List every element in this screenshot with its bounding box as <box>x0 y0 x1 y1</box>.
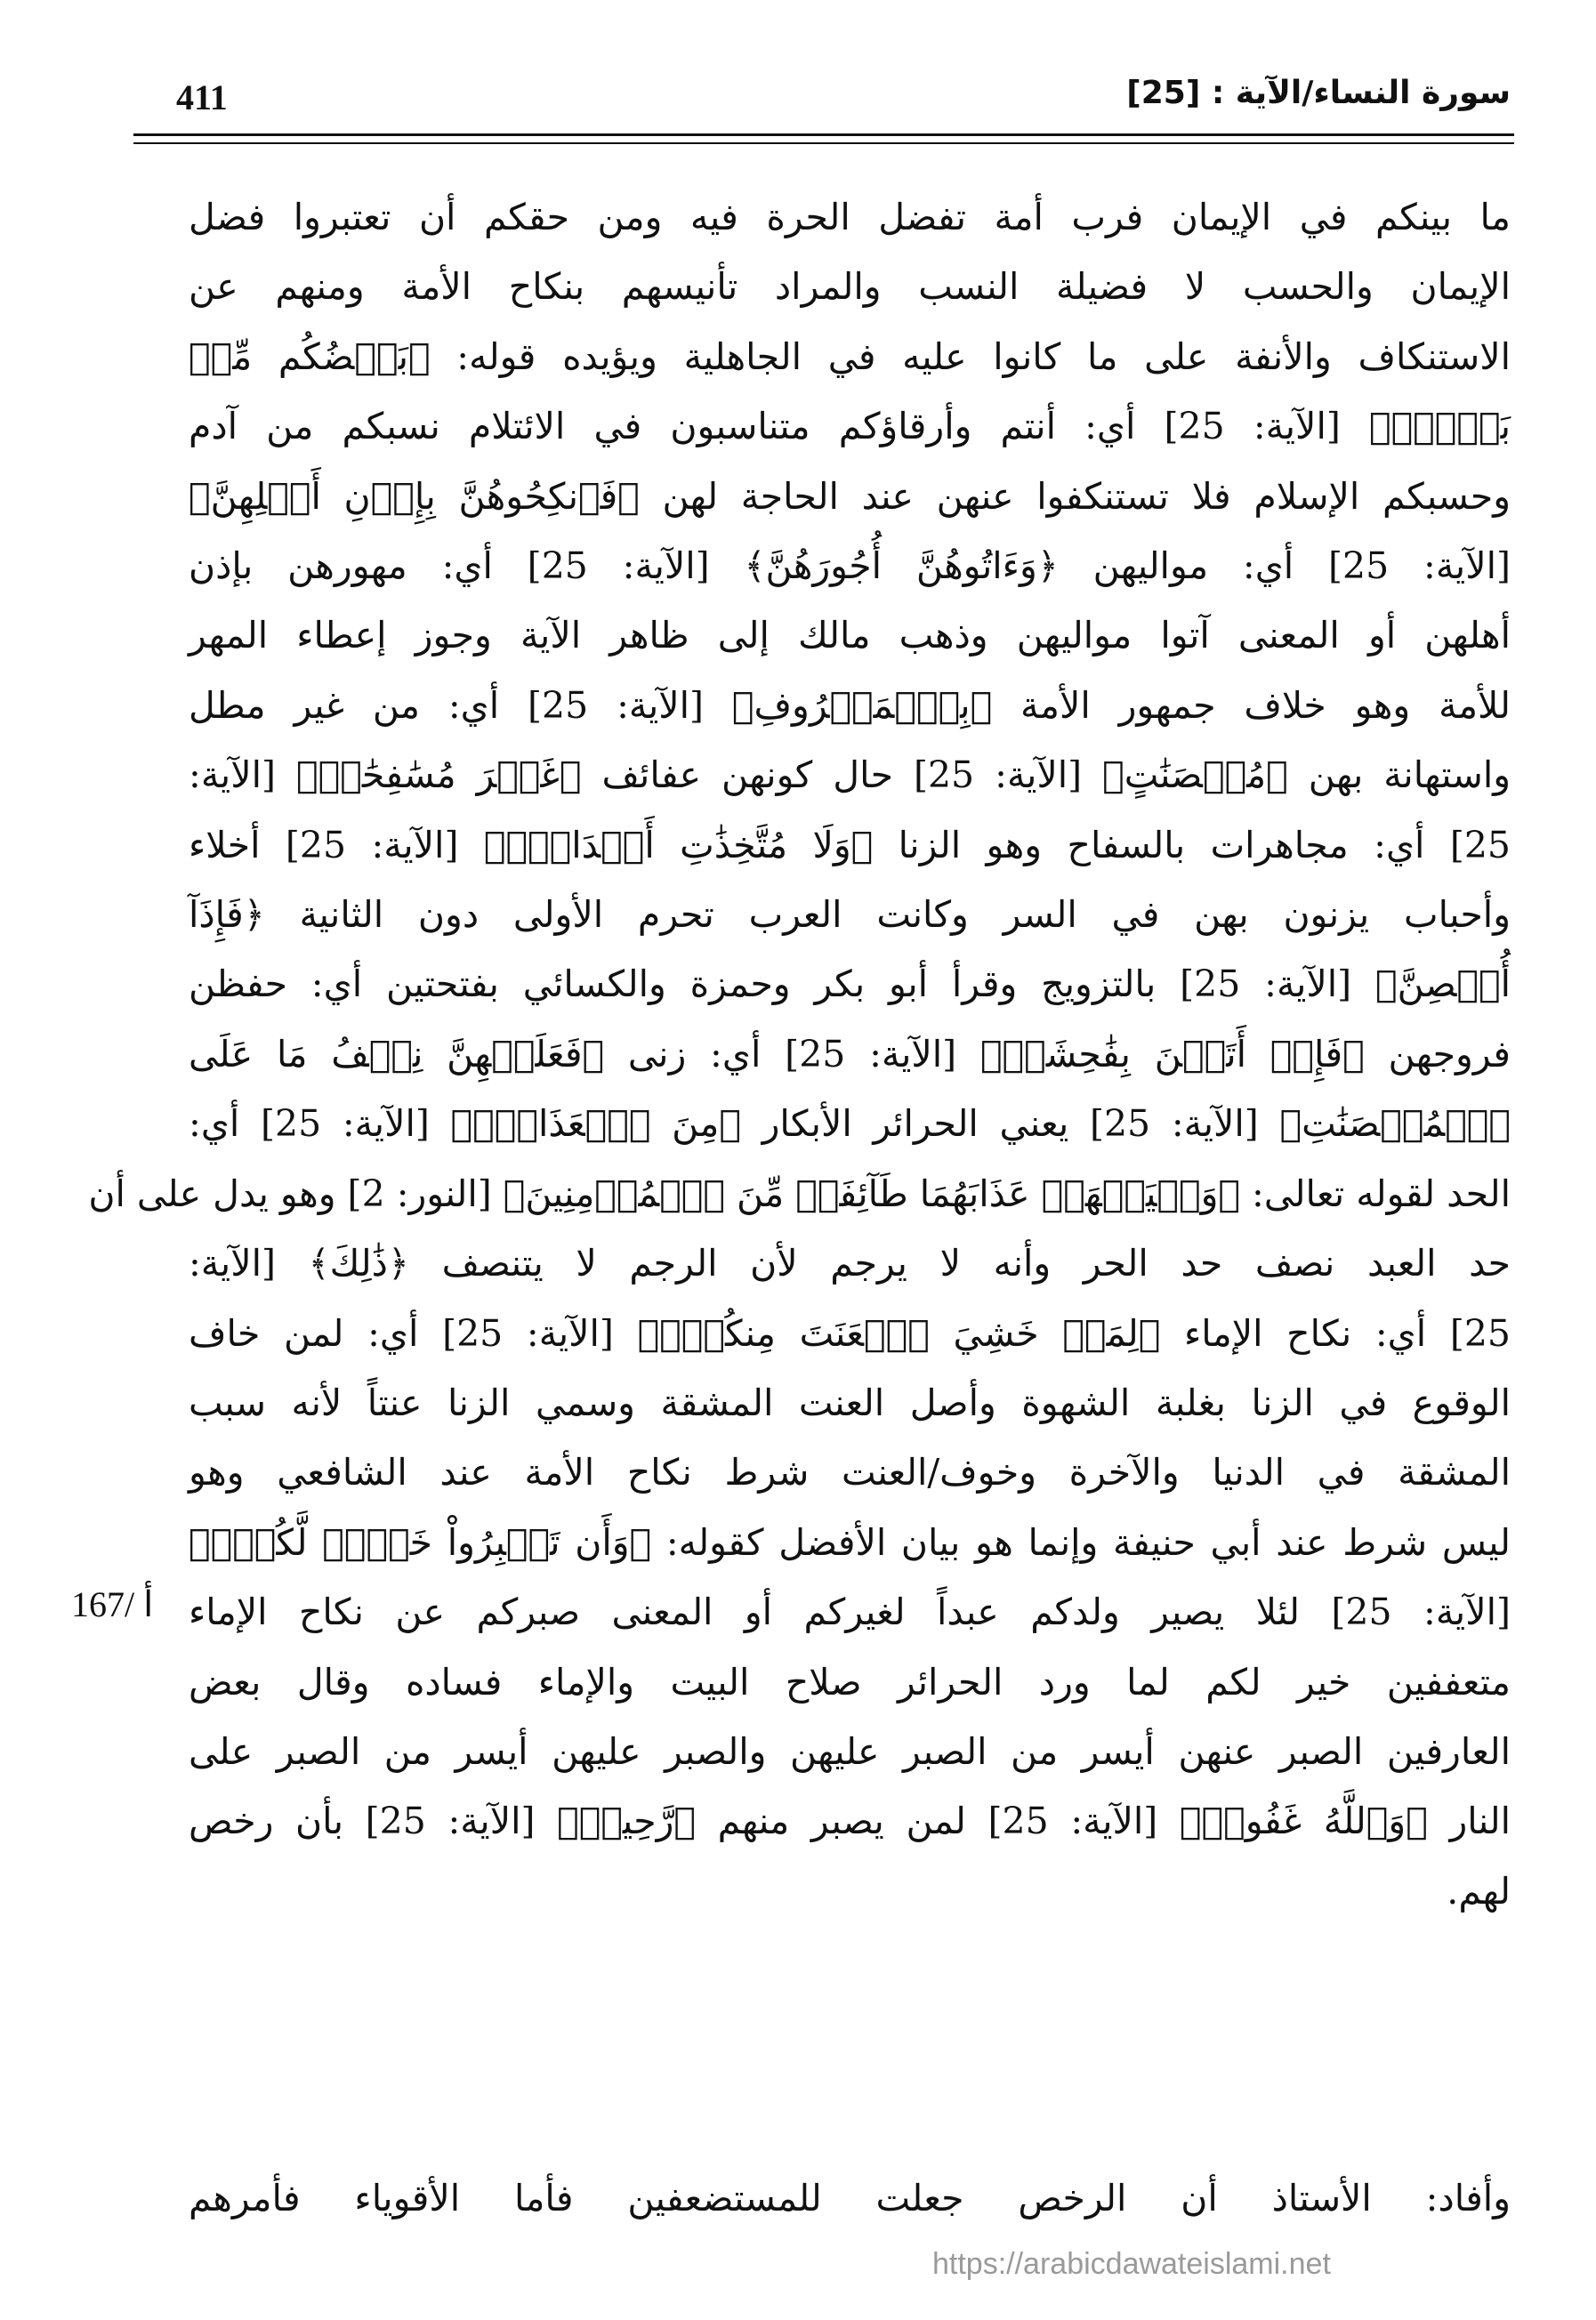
text-line: ليس شرط عند أبي حنيفة وإنما هو بيان الأفضل كقوله: ﴿وَأَن تَصۡبِرُواْ خَيۡرٞ لَّكُمۡۗ﴾ <box>189 1520 1511 1564</box>
text-line: متعففين خير لكم لما ورد الحرائر صلاح البيت والإماء فساده وقال بعض <box>189 1660 1511 1704</box>
text-line: المشقة في الدنيا والآخرة وخوف/العنت شرط نكاح الأمة عند الشافعي وهو <box>189 1451 1511 1494</box>
page-number: 411 <box>176 77 228 117</box>
text-line: الاستنكاف والأنفة على ما كانوا عليه في الجاهلية ويؤيده قوله: ﴿بَعۡضُكُم مِّنۢ <box>189 334 1511 378</box>
header-rule-thick <box>133 133 1514 136</box>
watermark: https://arabicdawateislami.net <box>932 2247 1331 2281</box>
text-line: [الآية: 25] أي: مواليهن ﴿وَءَاتُوهُنَّ أُجُورَهُنَّ﴾ [الآية: 25] أي: مهورهن بإذن <box>189 544 1511 588</box>
closing-line: وأفاد: الأستاذ أن الرخص جعلت للمستضعفين فأما الأقوياء فأمرهم <box>189 2177 1511 2219</box>
text-line: بَعۡضٖۚ﴾ [الآية: 25] أي: أنتم وأرقاؤكم متناسبون في الائتلام نسبكم من آدم <box>189 405 1511 448</box>
text-line: 25] أي: نكاح الإماء ﴿لِمَنۡ خَشِيَ ٱلۡعَنَتَ مِنكُمۡۚ﴾ [الآية: 25] أي: لمن خاف <box>189 1311 1511 1355</box>
page-header <box>176 69 1511 123</box>
text-line: الوقوع في الزنا بغلبة الشهوة وأصل العنت المشقة وسمي الزنا عنتاً لأنه سبب <box>189 1381 1511 1424</box>
text-line: وحسبكم الإسلام فلا تستنكفوا عنهن عند الحاجة لهن ﴿فَٱنكِحُوهُنَّ بِإِذۡنِ أَهۡلِهِنَّ﴾ <box>189 474 1511 518</box>
text-line: أهلهن أو المعنى آتوا مواليهن وذهب مالك إلى ظاهر الآية وجوز إعطاء المهر <box>189 614 1511 657</box>
text-line: وأحباب يزنون بهن في السر وكانت العرب تحرم الأولى دون الثانية ﴿فَإِذَآ <box>189 893 1511 937</box>
text-line: حد العبد نصف حد الحر وأنه لا يرجم لأن الرجم لا يتنصف ﴿ذَٰلِكَ﴾ [الآية: <box>189 1242 1511 1285</box>
text-line: الحد لقوله تعالى: ﴿وَلۡيَشۡهَدۡ عَذَابَهُمَا طَآئِفَةٞ مِّنَ ٱلۡمُؤۡمِنِينَ﴾ [النور: 2] وهو يدل على أن <box>88 1172 1511 1215</box>
running-title: سورة النساء/الآية : [25] <box>1126 75 1511 111</box>
text-line: النار ﴿وَٱللَّهُ غَفُورٞ﴾ [الآية: 25] لمن يصبر منهم ﴿رَّحِيمٞ﴾ [الآية: 25] بأن رخص <box>189 1800 1511 1843</box>
text-line: للأمة وهو خلاف جمهور الأمة ﴿بِٱلۡمَعۡرُوفِ﴾ [الآية: 25] أي: من غير مطل <box>189 683 1511 727</box>
text-line: أُحۡصِنَّ﴾ [الآية: 25] بالتزويج وقرأ أبو بكر وحمزة والكسائي بفتحتين أي: حفظن <box>189 963 1511 1006</box>
text-line: الإيمان والحسب لا فضيلة النسب والمراد تأنيسهم بنكاح الأمة ومنهم عن <box>189 265 1511 309</box>
text-line: ما بينكم في الإيمان فرب أمة تفضل الحرة فيه ومن حقكم أن تعتبروا فضل <box>189 196 1511 238</box>
margin-folio-note: 167/ أ <box>71 1584 154 1624</box>
text-line: 25] أي: مجاهرات بالسفاح وهو الزنا ﴿وَلَا مُتَّخِذَٰتِ أَخۡدَانٖۚ﴾ [الآية: 25] أخلاء <box>189 823 1511 866</box>
text-line: العارفين الصبر عنهن أيسر من الصبر عليهن والصبر عليهن أيسر من الصبر على <box>189 1729 1511 1773</box>
text-line: فروجهن ﴿فَإِنۡ أَتَيۡنَ بِفَٰحِشَةٖ﴾ [الآية: 25] أي: زنى ﴿فَعَلَيۡهِنَّ نِصۡفُ مَا عَلَى <box>189 1032 1511 1075</box>
text-line: لهم. <box>1447 1869 1511 1913</box>
header-rule-thin <box>133 142 1514 144</box>
text-line: ٱلۡمُحۡصَنَٰتِ﴾ [الآية: 25] يعني الحرائر الأبكار ﴿مِنَ ٱلۡعَذَابِۚ﴾ [الآية: 25] أي: <box>189 1102 1511 1146</box>
text-line: [الآية: 25] لئلا يصير ولدكم عبداً لغيركم أو المعنى صبركم عن نكاح الإماء <box>189 1591 1511 1634</box>
text-line: واستهانة بهن ﴿مُحۡصَنَٰتٍ﴾ [الآية: 25] حال كونهن عفائف ﴿غَيۡرَ مُسَٰفِحَٰتٖ﴾ [الآية: <box>189 753 1511 797</box>
